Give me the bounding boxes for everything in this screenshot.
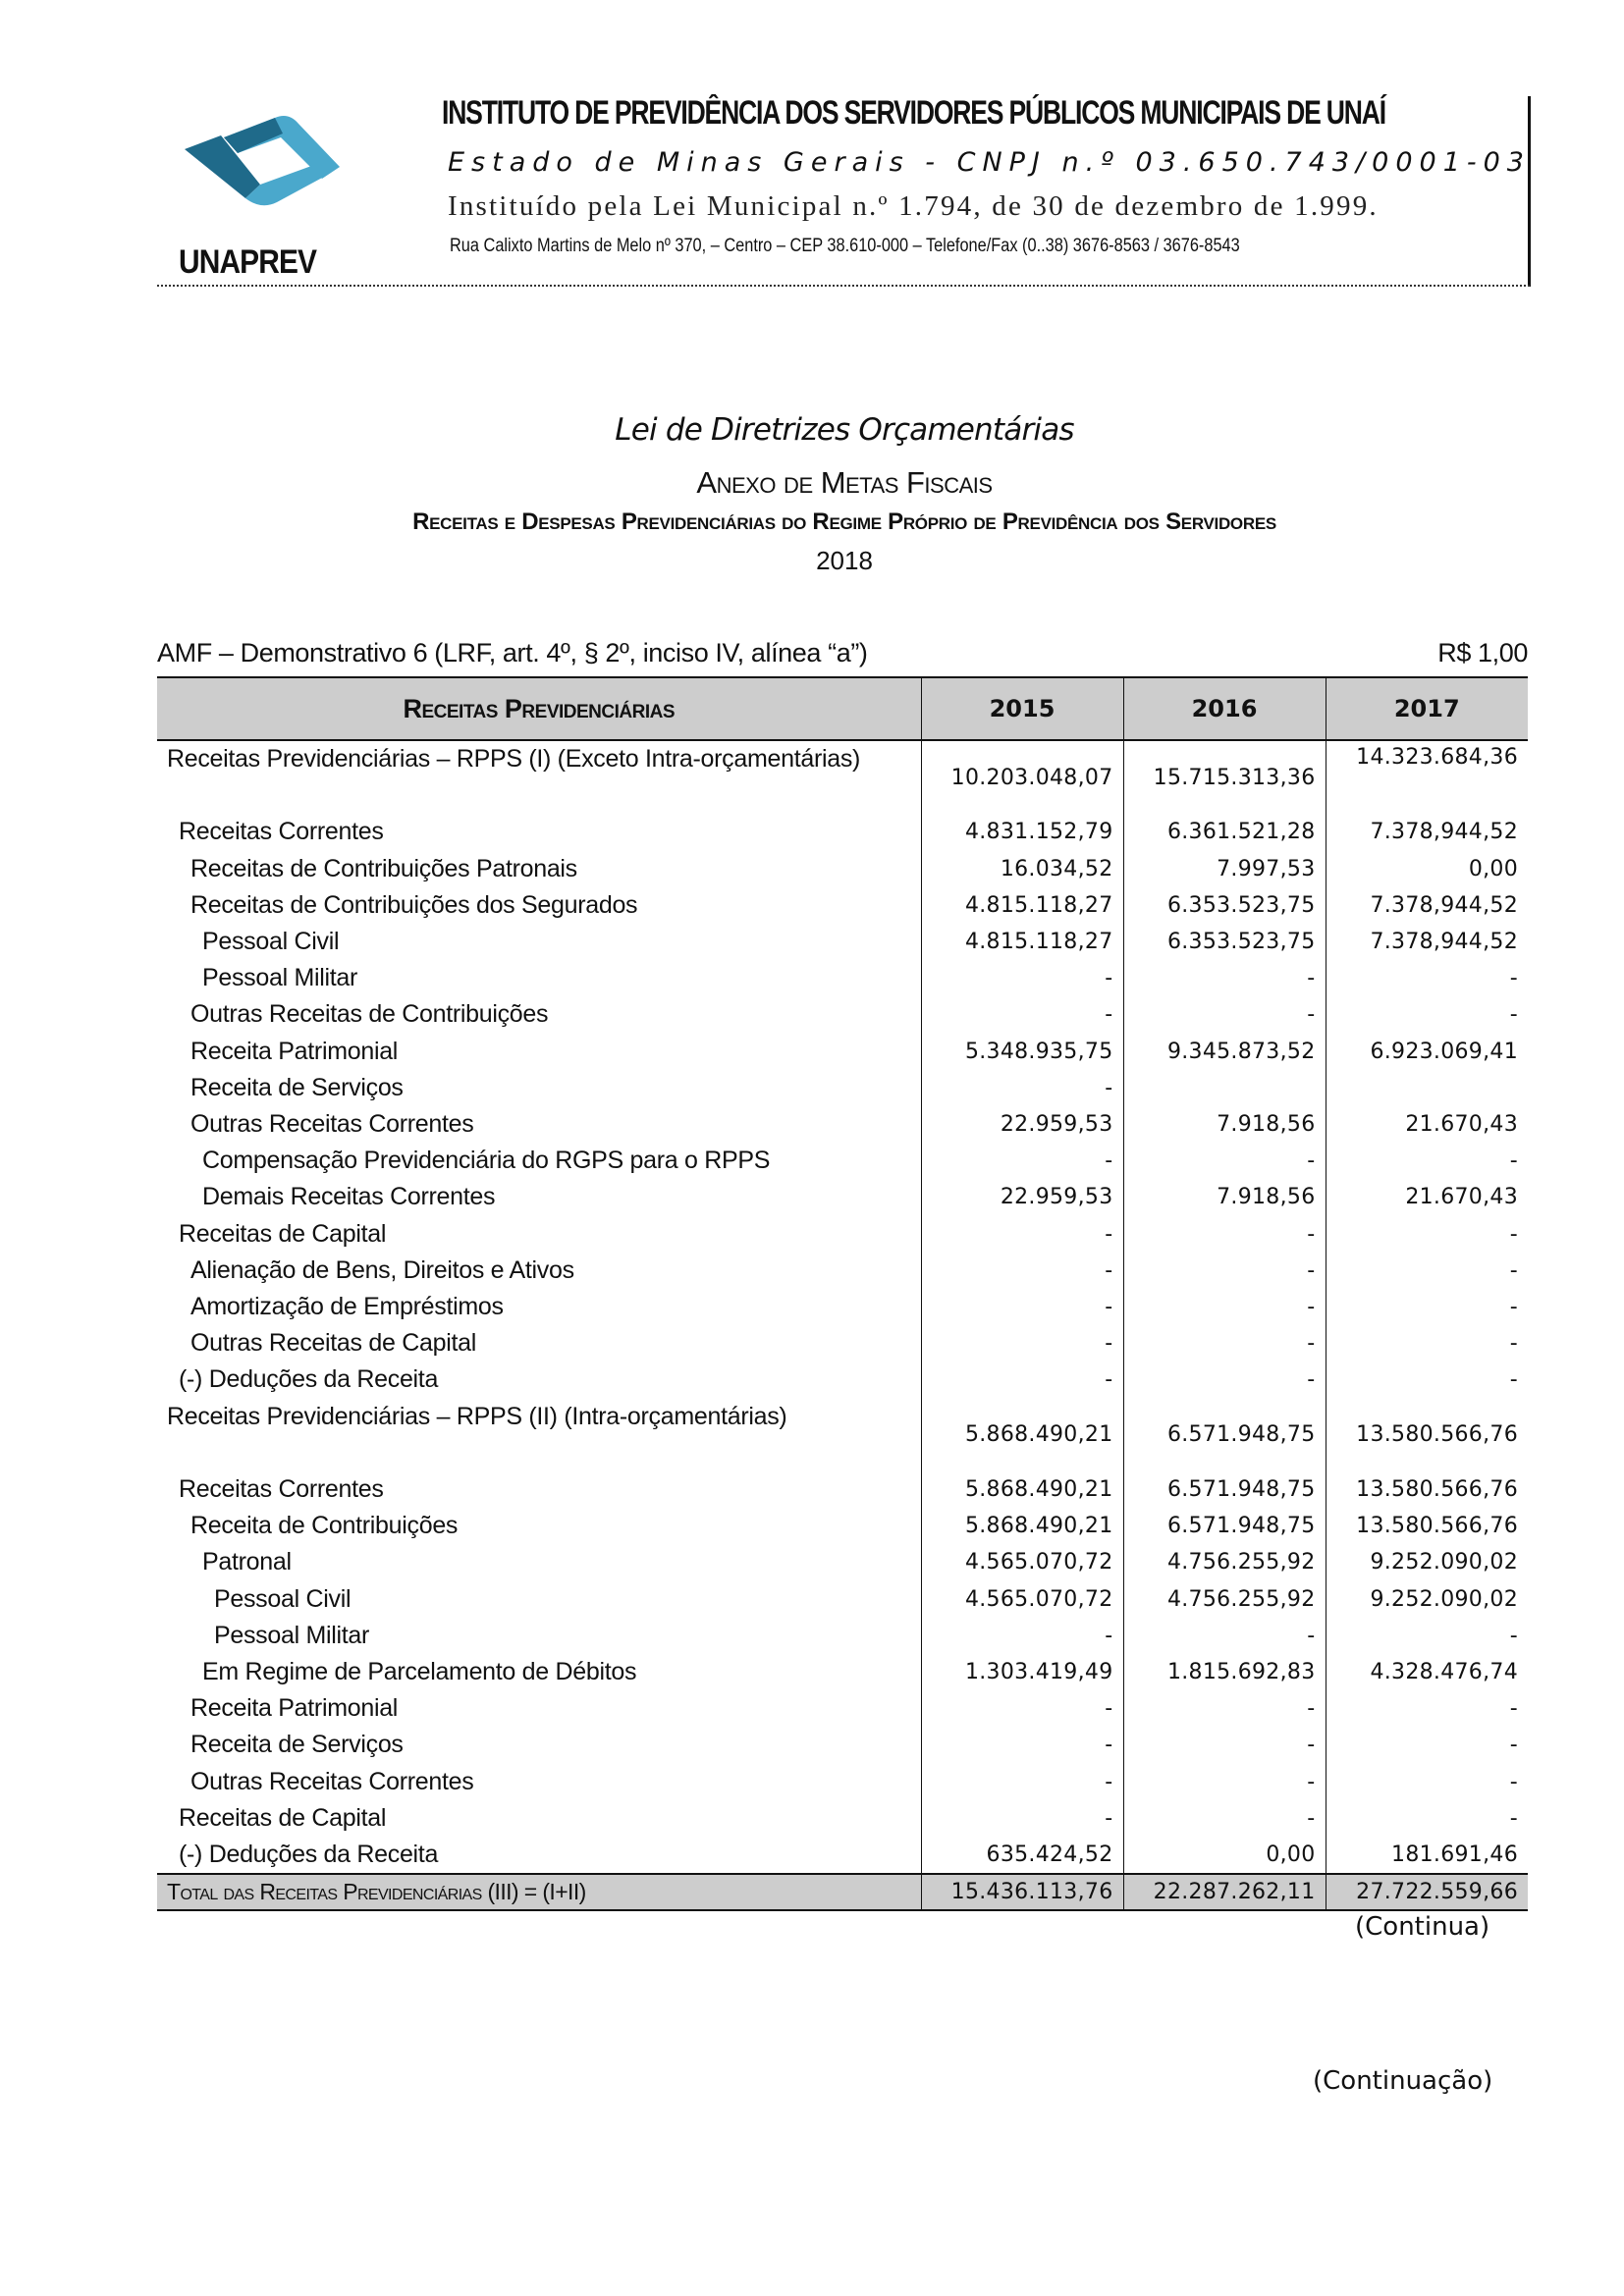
cell-2015: -: [921, 1800, 1123, 1837]
row-label: Receitas de Contribuições dos Segurados: [190, 890, 638, 919]
cell-2017: -: [1326, 1618, 1528, 1654]
cell-2015: -: [921, 960, 1123, 996]
cell-2016: -: [1123, 1800, 1326, 1837]
cell-2016: [1123, 1070, 1326, 1106]
cell-2017: 6.923.069,41: [1326, 1034, 1528, 1070]
cell-2015: 22.959,53: [921, 1106, 1123, 1143]
cell-2016: -: [1123, 1727, 1326, 1763]
cell-2015: 4.815.118,27: [921, 887, 1123, 924]
row-label: Patronal: [202, 1548, 292, 1576]
cell-2016: 15.715.313,36: [1123, 740, 1326, 814]
table-row: [157, 1216, 1528, 1253]
cell-2017: 13.580.566,76: [1326, 1471, 1528, 1508]
cell-2016: -: [1123, 996, 1326, 1033]
cell-2016: -: [1123, 1764, 1326, 1800]
row-label: Pessoal Militar: [214, 1621, 370, 1649]
cell-2015: 4.565.070,72: [921, 1581, 1123, 1618]
row-label: Outras Receitas Correntes: [190, 1110, 474, 1139]
table-row: [157, 1034, 1528, 1070]
row-label: Em Regime de Parcelamento de Débitos: [202, 1658, 637, 1686]
total-2017: 27.722.559,66: [1326, 1874, 1528, 1910]
letterhead-right-rule: [1528, 96, 1531, 287]
cell-2015: 5.868.490,21: [921, 1471, 1123, 1508]
cell-2016: 4.756.255,92: [1123, 1581, 1326, 1618]
row-label: Receitas Correntes: [179, 1475, 384, 1504]
cell-2015: 5.868.490,21: [921, 1508, 1123, 1544]
cell-2017: 4.328.476,74: [1326, 1654, 1528, 1690]
continua-note: (Continua): [1355, 1912, 1490, 1942]
table-header-row: [157, 677, 1528, 740]
cell-2015: 1.303.419,49: [921, 1654, 1123, 1690]
cell-2016: 9.345.873,52: [1123, 1034, 1326, 1070]
cell-2016: 0,00: [1123, 1837, 1326, 1874]
table-row: [157, 1544, 1528, 1580]
table-row: [157, 1654, 1528, 1690]
revenue-table: [157, 676, 1528, 1911]
cell-2015: -: [921, 1362, 1123, 1398]
cell-2016: 6.353.523,75: [1123, 887, 1326, 924]
table-row: [157, 1143, 1528, 1179]
table-row: [157, 1289, 1528, 1325]
row-label: Receitas Correntes: [179, 818, 384, 846]
table-row: [157, 1581, 1528, 1618]
row-label: Pessoal Civil: [202, 928, 340, 955]
cell-2016: 6.361.521,28: [1123, 814, 1326, 850]
cell-2016: -: [1123, 1618, 1326, 1654]
cell-2017: 13.580.566,76: [1326, 1399, 1528, 1471]
cell-2017: 0,00: [1326, 851, 1528, 887]
row-label: Pessoal Militar: [202, 964, 358, 992]
state-cnpj: Estado de Minas Gerais - CNPJ n.º 03.650.743/0001-03: [448, 147, 1531, 178]
column-header: 2016: [1123, 677, 1326, 740]
currency-unit: R$ 1,00: [1437, 638, 1528, 667]
table-row: [157, 924, 1528, 960]
cell-2017: -: [1326, 1727, 1528, 1763]
cell-2015: -: [921, 996, 1123, 1033]
row-label: Receitas Previdenciárias – RPPS (I) (Exceto Intra-orçamentárias): [167, 745, 861, 773]
table-row: [157, 1106, 1528, 1143]
cell-2017: -: [1326, 1764, 1528, 1800]
table-row: [157, 851, 1528, 887]
table-row: [157, 1508, 1528, 1544]
row-label: Amortização de Empréstimos: [190, 1293, 504, 1321]
cell-2015: -: [921, 1143, 1123, 1179]
address: Rua Calixto Martins de Melo nº 370, – Centro – CEP 38.610-000 – Telefone/Fax (0..38) 3676-8563 / 3676-8543: [450, 236, 1240, 256]
cell-2017: -: [1326, 996, 1528, 1033]
table-row: [157, 1837, 1528, 1874]
letterhead-bottom-rule: [157, 285, 1530, 287]
total-2016: 22.287.262,11: [1123, 1874, 1326, 1910]
row-label: Receita Patrimonial: [190, 1037, 399, 1065]
row-label: (-) Deduções da Receita: [179, 1365, 439, 1394]
cell-2017: -: [1326, 1690, 1528, 1727]
cell-2015: 635.424,52: [921, 1837, 1123, 1874]
cell-2016: 7.997,53: [1123, 851, 1326, 887]
cell-2015: 5.348.935,75: [921, 1034, 1123, 1070]
unaprev-logo-icon: [167, 108, 363, 216]
cell-2017: [1326, 1070, 1528, 1106]
cell-2015: -: [921, 1216, 1123, 1253]
cell-2016: 6.353.523,75: [1123, 924, 1326, 960]
cell-2015: -: [921, 1764, 1123, 1800]
total-2015: 15.436.113,76: [921, 1874, 1123, 1910]
column-header: 2015: [921, 677, 1123, 740]
cell-2016: 4.756.255,92: [1123, 1544, 1326, 1580]
row-label: Receita de Serviços: [190, 1073, 404, 1101]
table-row: [157, 887, 1528, 924]
row-label: Receita de Serviços: [190, 1731, 404, 1759]
cell-2016: 6.571.948,75: [1123, 1399, 1326, 1471]
table-row: [157, 814, 1528, 850]
cell-2015: 10.203.048,07: [921, 740, 1123, 814]
cell-2016: -: [1123, 1143, 1326, 1179]
cell-2016: 6.571.948,75: [1123, 1471, 1326, 1508]
letterhead: [157, 88, 1532, 287]
row-label: (-) Deduções da Receita: [179, 1841, 439, 1869]
report-year: 2018: [816, 546, 873, 575]
row-label: Demais Receitas Correntes: [202, 1183, 496, 1211]
table-row: [157, 1362, 1528, 1398]
cell-2017: -: [1326, 960, 1528, 996]
cell-2017: -: [1326, 1289, 1528, 1325]
cell-2015: 4.565.070,72: [921, 1544, 1123, 1580]
cell-2015: -: [921, 1253, 1123, 1289]
cell-2017: -: [1326, 1362, 1528, 1398]
cell-2017: 7.378,944,52: [1326, 924, 1528, 960]
cell-2017: 7.378,944,52: [1326, 887, 1528, 924]
cell-2017: 7.378,944,52: [1326, 814, 1528, 850]
table-row: [157, 1070, 1528, 1106]
row-label: Receita de Contribuições: [190, 1512, 459, 1540]
brand-name: UNAPREV: [179, 243, 317, 281]
cell-2016: -: [1123, 1216, 1326, 1253]
table-row: [157, 1800, 1528, 1837]
row-label: Receitas de Contribuições Patronais: [190, 854, 577, 882]
cell-2017: -: [1326, 1216, 1528, 1253]
cell-2015: -: [921, 1618, 1123, 1654]
cell-2015: -: [921, 1325, 1123, 1362]
cell-2016: 6.571.948,75: [1123, 1508, 1326, 1544]
continuacao-note: (Continuação): [1313, 2066, 1493, 2096]
table-row: [157, 1727, 1528, 1763]
cell-2017: 9.252.090,02: [1326, 1544, 1528, 1580]
row-label: Pessoal Civil: [214, 1584, 352, 1613]
cell-2015: 5.868.490,21: [921, 1399, 1123, 1471]
cell-2017: -: [1326, 1800, 1528, 1837]
demonstrativo-label: AMF – Demonstrativo 6 (LRF, art. 4º, § 2º, inciso IV, alínea “a”): [157, 638, 868, 667]
row-label: Outras Receitas de Capital: [190, 1329, 476, 1358]
cell-2015: 4.815.118,27: [921, 924, 1123, 960]
row-label: Receita Patrimonial: [190, 1694, 399, 1723]
row-label: Compensação Previdenciária do RGPS para o RPPS: [202, 1147, 771, 1175]
cell-2016: 1.815.692,83: [1123, 1654, 1326, 1690]
cell-2017: -: [1326, 1253, 1528, 1289]
document-titles: [157, 412, 1532, 585]
cell-2015: -: [921, 1690, 1123, 1727]
row-label: Outras Receitas Correntes: [190, 1767, 474, 1795]
law-title: Lei de Diretrizes Orçamentárias: [615, 412, 1074, 448]
table-row: [157, 1179, 1528, 1215]
column-header: Receitas Previdenciárias: [157, 677, 921, 740]
cell-2016: -: [1123, 1690, 1326, 1727]
table-row: [157, 960, 1528, 996]
row-label: Receitas de Capital: [179, 1803, 387, 1832]
institute-title: INSTITUTO DE PREVIDÊNCIA DOS SERVIDORES PÚBLICOS MUNICIPAIS DE UNAÍ: [442, 94, 1385, 132]
cell-2015: 16.034,52: [921, 851, 1123, 887]
annex-title: Anexo de Metas Fiscais: [696, 465, 993, 500]
table-row: [157, 1618, 1528, 1654]
institution-law: Instituído pela Lei Municipal n.º 1.794, de 30 de dezembro de 1.999.: [448, 190, 1379, 222]
table-row: [157, 1399, 1528, 1471]
cell-2017: 9.252.090,02: [1326, 1581, 1528, 1618]
column-header: 2017: [1326, 677, 1528, 740]
cell-2015: 4.831.152,79: [921, 814, 1123, 850]
cell-2017: 21.670,43: [1326, 1179, 1528, 1215]
cell-2016: -: [1123, 1253, 1326, 1289]
cell-2015: -: [921, 1289, 1123, 1325]
cell-2015: -: [921, 1727, 1123, 1763]
cell-2016: 7.918,56: [1123, 1106, 1326, 1143]
cell-2016: 7.918,56: [1123, 1179, 1326, 1215]
table-row: [157, 740, 1528, 814]
row-label: Receitas de Capital: [179, 1219, 387, 1248]
row-label: Alienação de Bens, Direitos e Ativos: [190, 1255, 574, 1284]
cell-2017: 21.670,43: [1326, 1106, 1528, 1143]
cell-2015: 22.959,53: [921, 1179, 1123, 1215]
cell-2016: -: [1123, 1325, 1326, 1362]
cell-2017: -: [1326, 1325, 1528, 1362]
cell-2016: -: [1123, 960, 1326, 996]
table-row: [157, 1690, 1528, 1727]
row-label: Receitas Previdenciárias – RPPS (II) (Intra-orçamentárias): [167, 1402, 787, 1430]
total-row: [157, 1874, 1528, 1910]
cell-2017: 13.580.566,76: [1326, 1508, 1528, 1544]
table-row: [157, 996, 1528, 1033]
cell-2017: -: [1326, 1143, 1528, 1179]
table-row: [157, 1764, 1528, 1800]
table-row: [157, 1471, 1528, 1508]
table-row: [157, 1253, 1528, 1289]
cell-2015: -: [921, 1070, 1123, 1106]
cell-2016: -: [1123, 1362, 1326, 1398]
total-label: Total das Receitas Previdenciárias (III) = (I+II): [157, 1874, 921, 1910]
demonstrativo-line: [157, 638, 1528, 668]
report-subtitle: Receitas e Despesas Previdenciárias do Regime Próprio de Previdência dos Servidores: [412, 508, 1276, 535]
cell-2017: 181.691,46: [1326, 1837, 1528, 1874]
row-label: Outras Receitas de Contribuições: [190, 1000, 549, 1029]
cell-2017: 14.323.684,36: [1326, 740, 1528, 814]
table-row: [157, 1325, 1528, 1362]
cell-2016: -: [1123, 1289, 1326, 1325]
